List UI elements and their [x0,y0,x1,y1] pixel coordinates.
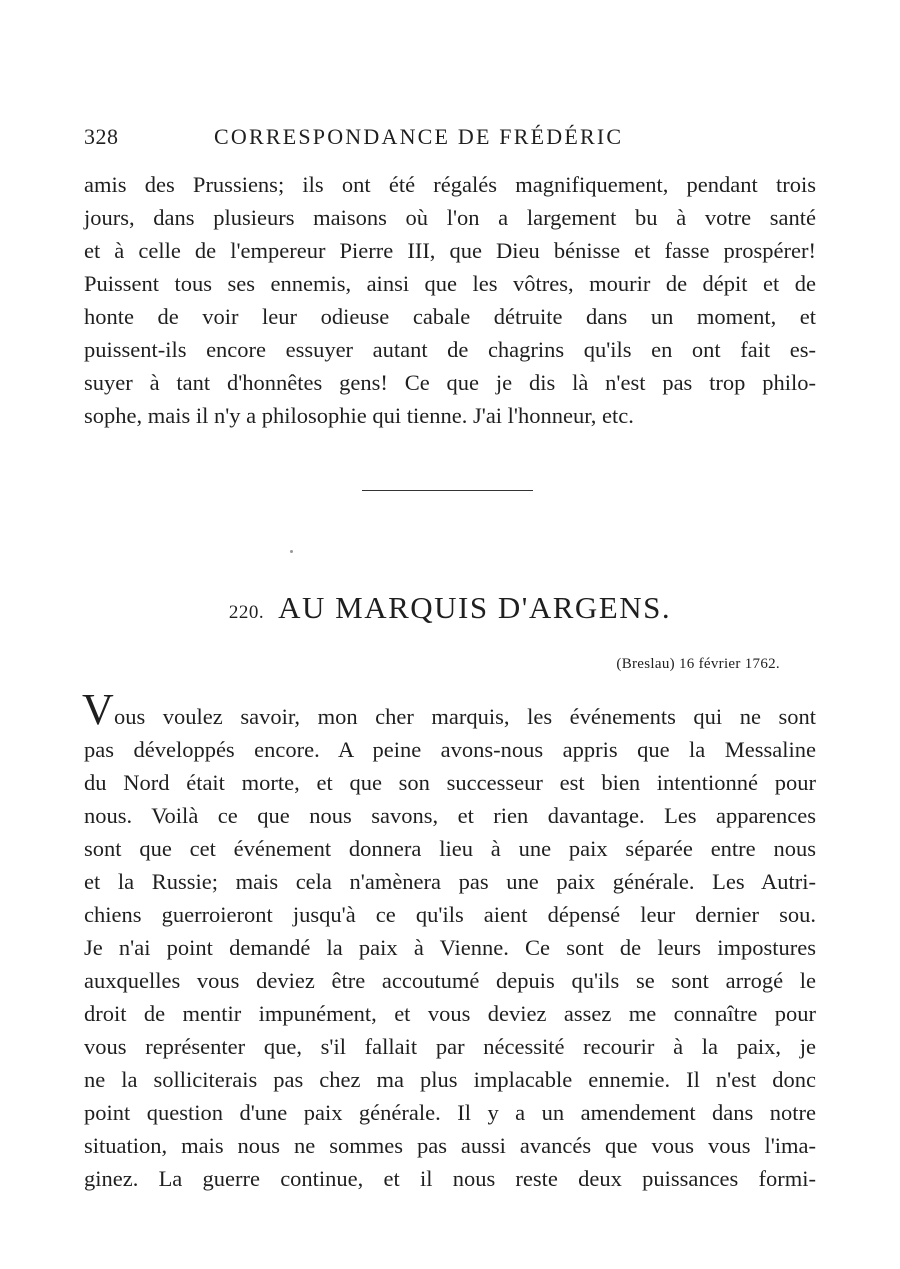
running-title: CORRESPONDANCE DE FRÉDÉRIC [214,124,624,149]
letter-dateline: (Breslau) 16 février 1762. [616,656,780,672]
text-line: et à celle de l'empereur Pierre III, que Dieu bénisse et fasse prospérer! [84,238,816,263]
letter-number: 220. [228,602,265,623]
text-line: point question d'une paix générale. Il y a un amendement dans notre [84,1100,816,1125]
page-number: 328 [84,124,119,149]
text-line: et la Russie; mais cela n'amènera pas une paix générale. Les Autri- [84,869,816,894]
running-header [84,120,816,154]
text-line: Puissent tous ses ennemis, ainsi que les vôtres, mourir de dépit et de [84,271,816,296]
text-line: sophe, mais il n'y a philosophie qui tienne. J'ai l'honneur, etc. [84,403,634,428]
section-divider [362,490,533,491]
letter-heading [0,590,900,626]
text-line: amis des Prussiens; ils ont été régalés magnifiquement, pendant trois [84,172,816,197]
text-line: chiens guerroieront jusqu'à ce qu'ils aient dépensé leur dernier sou. [84,902,816,927]
text-line: du Nord était morte, et que son successeur est bien intentionné pour [84,770,816,795]
text-line: vous représenter que, s'il fallait par nécessité recourir à la paix, je [84,1034,816,1059]
text-line: sont que cet événement donnera lieu à une paix séparée entre nous [84,836,816,861]
letter-title: AU MARQUIS D'ARGENS. [278,590,672,625]
text-line: ginez. La guerre continue, et il nous reste deux puissances formi- [84,1166,816,1191]
text-line: ous voulez savoir, mon cher marquis, les événements qui ne sont [114,704,816,729]
print-speck [290,550,293,553]
text-line: auxquelles vous deviez être accoutumé depuis qu'ils se sont arrogé le [84,968,816,993]
text-line: ne la solliciterais pas chez ma plus implacable ennemie. Il n'est donc [84,1067,816,1092]
text-line: puissent-ils encore essuyer autant de chagrins qu'ils en ont fait es- [84,337,816,362]
text-line: nous. Voilà ce que nous savons, et rien davantage. Les apparences [84,803,816,828]
text-line: droit de mentir impunément, et vous deviez assez me connaître pour [84,1001,816,1026]
text-line: pas développés encore. A peine avons-nous appris que la Messaline [84,737,816,762]
text-line: Je n'ai point demandé la paix à Vienne. Ce sont de leurs impostures [84,935,816,960]
text-line: jours, dans plusieurs maisons où l'on a largement bu à votre santé [84,205,816,230]
drop-cap: V [82,685,114,734]
text-line: suyer à tant d'honnêtes gens! Ce que je dis là n'est pas trop philo- [84,370,816,395]
text-line: situation, mais nous ne sommes pas aussi avancés que vous vous l'ima- [84,1133,816,1158]
text-line: honte de voir leur odieuse cabale détruite dans un moment, et [84,304,816,329]
